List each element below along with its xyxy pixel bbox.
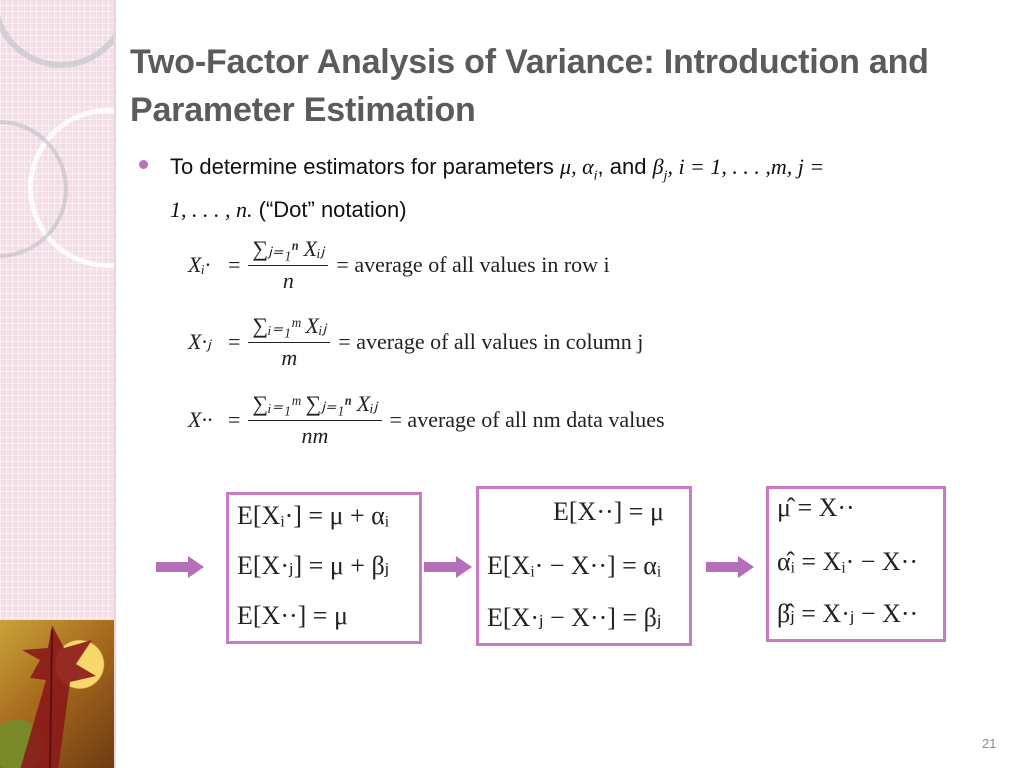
index-range-2: 1, . . . , n. [170, 197, 253, 223]
bullet-icon [139, 160, 148, 169]
autumn-leaves-image [0, 620, 114, 768]
maple-leaf-icon [0, 620, 114, 768]
equation-line: β̂ⱼ = X·ⱼ − X·· [777, 599, 919, 628]
side-panel-divider [114, 0, 116, 768]
bullet-text [170, 150, 1000, 227]
estimator-grand-mean [188, 391, 665, 449]
equals-sign: = [228, 407, 241, 432]
estimator-description: = average of all values in column j [338, 329, 644, 354]
differences-box [476, 486, 692, 646]
fraction [248, 313, 330, 371]
subscript-j: j [663, 168, 668, 184]
right-arrow-icon [156, 556, 204, 578]
bullet-prefix: To determine estimators for parameters [170, 154, 561, 179]
equals-sign: = [228, 252, 241, 277]
estimator-description: = average of all values in row i [336, 252, 610, 277]
bullet-and: , and [597, 154, 653, 179]
estimator-row-mean [188, 236, 610, 294]
fraction-denominator: m [281, 345, 298, 370]
estimator-lhs: Xᵢ· [188, 252, 211, 277]
param-beta: β [652, 154, 664, 179]
page-number: 21 [982, 736, 997, 751]
estimator-description: = average of all nm data values [389, 407, 665, 432]
equals-sign: = [228, 329, 241, 354]
estimators-box [766, 486, 946, 642]
equation-line: α̂ᵢ = Xᵢ· − X·· [777, 547, 918, 576]
estimator-lhs: X·· [188, 407, 213, 432]
fraction [248, 236, 328, 294]
fraction [248, 391, 381, 449]
estimator-column-mean [188, 313, 643, 371]
equation-line: μ̂ = X·· [777, 493, 855, 522]
subscript-i: i [593, 168, 598, 184]
equation-line: E[X··] = μ [553, 497, 664, 526]
fraction-denominator: n [282, 268, 294, 293]
slide-title: Two-Factor Analysis of Variance: Introduction and Parameter Estimation [130, 43, 929, 129]
bullet-suffix: (“Dot” notation) [252, 197, 407, 223]
equation-line: E[Xᵢ· − X··] = αᵢ [487, 551, 662, 580]
fraction-denominator: nm [301, 423, 329, 448]
expectations-box [226, 492, 422, 644]
equation-line: E[X··] = μ [237, 601, 348, 630]
estimator-lhs: X·ⱼ [188, 329, 211, 354]
param-mu-alpha: μ, α [560, 154, 594, 179]
fraction-numerator: ∑ᵢ₌₁ᵐ Xᵢⱼ [248, 313, 330, 343]
equation-line: E[Xᵢ·] = μ + αᵢ [237, 501, 390, 530]
index-range-1: , i = 1, . . . ,m, j = [667, 154, 825, 179]
decorative-ring [0, 0, 114, 68]
right-arrow-icon [706, 556, 754, 578]
fraction-numerator: ∑ⱼ₌₁ⁿ Xᵢⱼ [248, 236, 328, 266]
equation-line: E[X·ⱼ − X··] = βⱼ [487, 603, 662, 632]
equation-line: E[X·ⱼ] = μ + βⱼ [237, 551, 390, 580]
right-arrow-icon [424, 556, 472, 578]
fraction-numerator: ∑ᵢ₌₁ᵐ ∑ⱼ₌₁ⁿ Xᵢⱼ [248, 391, 381, 421]
